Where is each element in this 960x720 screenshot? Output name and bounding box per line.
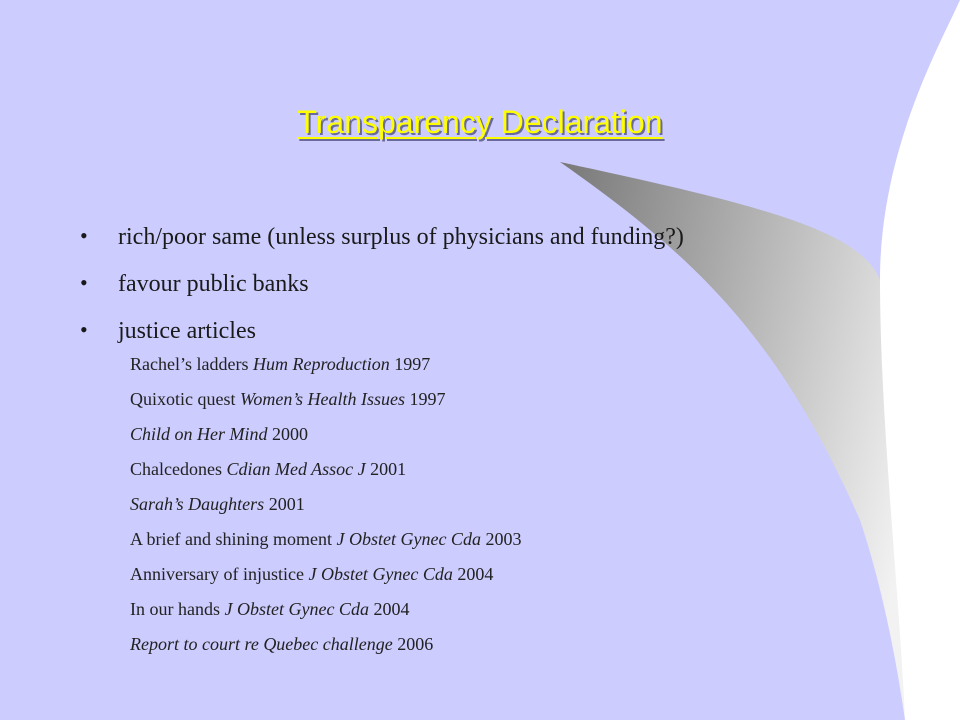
bullet-icon: • xyxy=(80,317,88,342)
bullet-list xyxy=(80,214,684,355)
reference-item: Chalcedones Cdian Med Assoc J 2001 xyxy=(130,459,407,479)
slide-title: Transparency Declaration xyxy=(297,104,663,140)
bullet-icon: • xyxy=(80,223,88,248)
bullet-icon: • xyxy=(80,270,88,295)
bullet-item: • favour public banks xyxy=(80,261,684,308)
reference-list xyxy=(130,347,521,662)
bullet-item: • justice articles xyxy=(80,308,684,355)
reference-item: Quixotic quest Women’s Health Issues 1997 xyxy=(130,389,446,409)
reference-item: Child on Her Mind 2000 xyxy=(130,424,308,444)
reference-item: Sarah’s Daughters 2001 xyxy=(130,494,305,514)
reference-item: Report to court re Quebec challenge 2006 xyxy=(130,634,434,654)
bullet-item: • rich/poor same (unless surplus of physicians and funding?) xyxy=(80,214,684,261)
reference-item: Anniversary of injustice J Obstet Gynec Cda 2004 xyxy=(130,564,494,584)
reference-item: Rachel’s ladders Hum Reproduction 1997 xyxy=(130,354,431,374)
reference-item: A brief and shining moment J Obstet Gynec Cda 2003 xyxy=(130,529,522,549)
reference-item: In our hands J Obstet Gynec Cda 2004 xyxy=(130,599,410,619)
